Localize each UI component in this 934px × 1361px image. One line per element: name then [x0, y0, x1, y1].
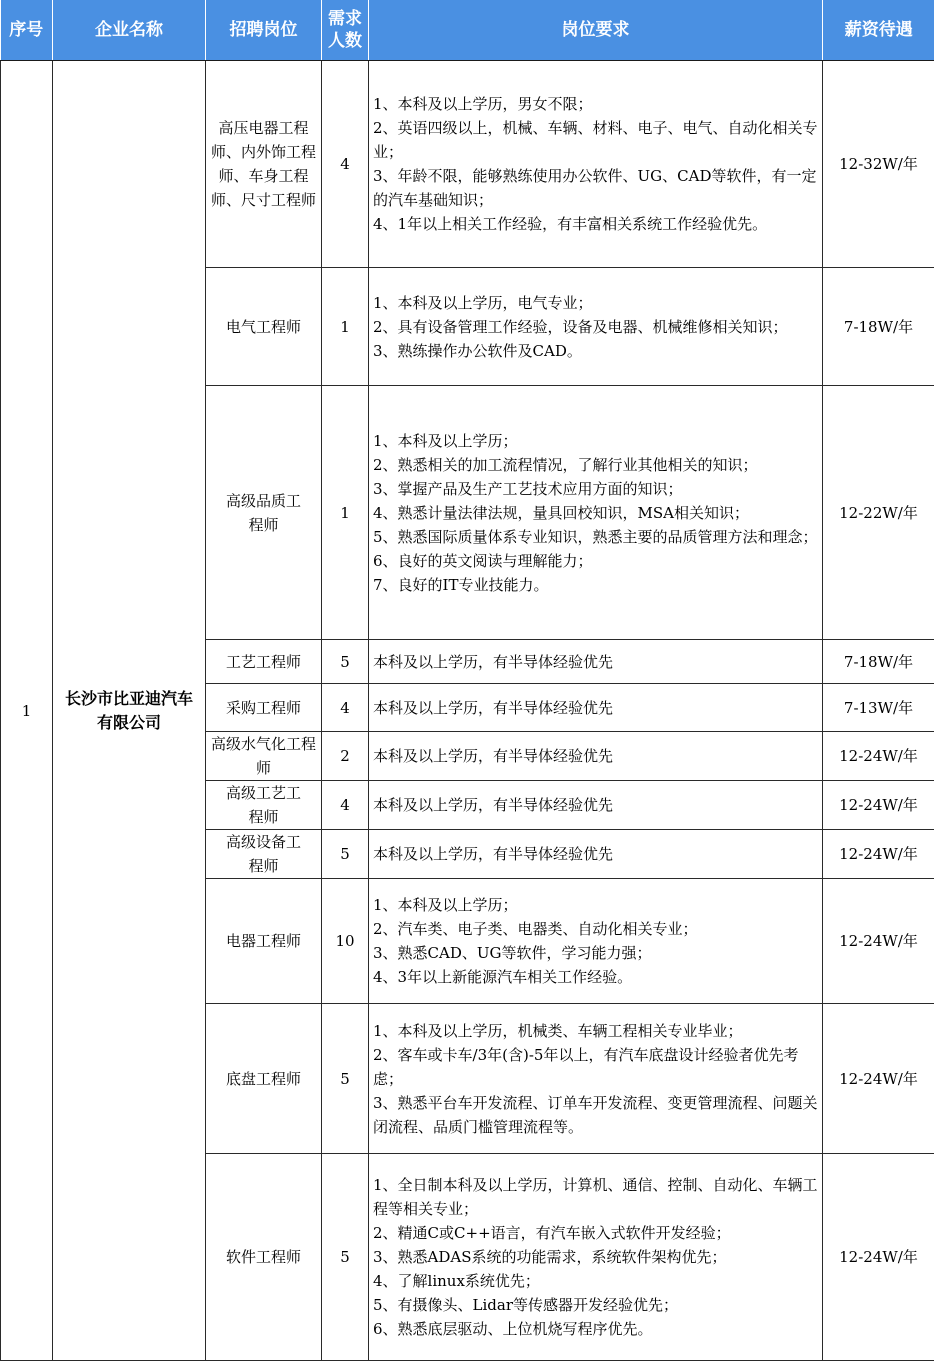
- salary: 12-24W/年: [823, 879, 934, 1004]
- salary: 12-22W/年: [823, 386, 934, 640]
- header-index: 序号: [1, 0, 53, 61]
- position-title: 工艺工程师: [206, 640, 322, 684]
- requirement-line: 6、良好的英文阅读与理解能力；: [373, 549, 819, 573]
- salary: 12-24W/年: [823, 1154, 934, 1361]
- requirement-line: 2、客车或卡车/3年(含)-5年以上，有汽车底盘设计经验者优先考虑；: [373, 1043, 819, 1091]
- header-count: 需求 人数: [322, 0, 369, 61]
- requirement-line: 7、良好的IT专业技能力。: [373, 573, 819, 597]
- requirement-line: 5、有摄像头、Lidar等传感器开发经验优先；: [373, 1293, 819, 1317]
- header-position: 招聘岗位: [206, 0, 322, 61]
- requirement-line: 3、熟练操作办公软件及CAD。: [373, 339, 819, 363]
- requirement-line: 3、掌握产品及生产工艺技术应用方面的知识；: [373, 477, 819, 501]
- position-title: 采购工程师: [206, 684, 322, 732]
- requirements-cell: [369, 1154, 823, 1361]
- requirement-line: 1、本科及以上学历，男女不限；: [373, 92, 819, 116]
- headcount: 5: [322, 830, 369, 879]
- requirements-cell: [369, 830, 823, 879]
- position-title: 电器工程师: [206, 879, 322, 1004]
- salary: 7-18W/年: [823, 268, 934, 386]
- headcount: 5: [322, 1154, 369, 1361]
- requirements-cell: [369, 1004, 823, 1154]
- position-title: 高级工艺工程师: [206, 781, 322, 830]
- requirement-line: 2、具有设备管理工作经验，设备及电器、机械维修相关知识；: [373, 315, 819, 339]
- requirement-line: 1、全日制本科及以上学历，计算机、通信、控制、自动化、车辆工程等相关专业；: [373, 1173, 819, 1221]
- requirement-line: 3、熟悉平台车开发流程、订单车开发流程、变更管理流程、问题关闭流程、品质门槛管理流程等。: [373, 1091, 819, 1139]
- requirement-line: 4、3年以上新能源汽车相关工作经验。: [373, 965, 819, 989]
- headcount: 2: [322, 732, 369, 781]
- salary: 12-24W/年: [823, 1004, 934, 1154]
- requirements-cell: [369, 268, 823, 386]
- position-title: 高级水气化工程师: [206, 732, 322, 781]
- headcount: 4: [322, 61, 369, 268]
- requirement-line: 2、熟悉相关的加工流程情况，了解行业其他相关的知识；: [373, 453, 819, 477]
- header-company: 企业名称: [53, 0, 206, 61]
- salary: 12-32W/年: [823, 61, 934, 268]
- requirement-line: 3、年龄不限，能够熟练使用办公软件、UG、CAD等软件，有一定的汽车基础知识；: [373, 164, 819, 212]
- headcount: 1: [322, 386, 369, 640]
- requirement-line: 6、熟悉底层驱动、上位机烧写程序优先。: [373, 1317, 819, 1341]
- headcount: 5: [322, 1004, 369, 1154]
- requirements-cell: [369, 640, 823, 684]
- headcount: 5: [322, 640, 369, 684]
- requirement-line: 1、本科及以上学历，机械类、车辆工程相关专业毕业；: [373, 1019, 819, 1043]
- salary: 12-24W/年: [823, 732, 934, 781]
- headcount: 4: [322, 684, 369, 732]
- header-row: [1, 0, 934, 61]
- requirement-line: 4、了解linux系统优先；: [373, 1269, 819, 1293]
- requirement-line: 本科及以上学历，有半导体经验优先: [373, 842, 819, 866]
- requirement-line: 本科及以上学历，有半导体经验优先: [373, 744, 819, 768]
- requirements-cell: [369, 732, 823, 781]
- headcount: 4: [322, 781, 369, 830]
- requirement-line: 4、熟悉计量法律法规，量具回校知识，MSA相关知识；: [373, 501, 819, 525]
- position-title: 电气工程师: [206, 268, 322, 386]
- requirement-line: 3、熟悉ADAS系统的功能需求，系统软件架构优先；: [373, 1245, 819, 1269]
- requirement-line: 2、英语四级以上，机械、车辆、材料、电子、电气、自动化相关专业；: [373, 116, 819, 164]
- row-index: 1: [1, 61, 53, 1361]
- salary: 12-24W/年: [823, 781, 934, 830]
- header-salary: 薪资待遇: [823, 0, 934, 61]
- requirements-cell: [369, 61, 823, 268]
- position-title: 软件工程师: [206, 1154, 322, 1361]
- salary: 7-18W/年: [823, 640, 934, 684]
- company-name: 长沙市比亚迪汽车有限公司: [53, 61, 206, 1361]
- headcount: 1: [322, 268, 369, 386]
- salary: 12-24W/年: [823, 830, 934, 879]
- table-row: [1, 61, 934, 268]
- requirement-line: 4、1年以上相关工作经验，有丰富相关系统工作经验优先。: [373, 212, 819, 236]
- requirement-line: 5、熟悉国际质量体系专业知识，熟悉主要的品质管理方法和理念；: [373, 525, 819, 549]
- position-title: 高级品质工程师: [206, 386, 322, 640]
- requirement-line: 本科及以上学历，有半导体经验优先: [373, 650, 819, 674]
- position-title: 高压电器工程师、内外饰工程师、车身工程师、尺寸工程师: [206, 61, 322, 268]
- requirements-cell: [369, 781, 823, 830]
- requirements-cell: [369, 879, 823, 1004]
- requirements-cell: [369, 386, 823, 640]
- requirement-line: 2、汽车类、电子类、电器类、自动化相关专业；: [373, 917, 819, 941]
- headcount: 10: [322, 879, 369, 1004]
- requirement-line: 2、精通C或C++语言，有汽车嵌入式软件开发经验；: [373, 1221, 819, 1245]
- header-requirements: 岗位要求: [369, 0, 823, 61]
- requirement-line: 1、本科及以上学历；: [373, 893, 819, 917]
- requirement-line: 1、本科及以上学历；: [373, 429, 819, 453]
- requirements-cell: [369, 684, 823, 732]
- salary: 7-13W/年: [823, 684, 934, 732]
- requirement-line: 1、本科及以上学历，电气专业；: [373, 291, 819, 315]
- position-title: 底盘工程师: [206, 1004, 322, 1154]
- requirement-line: 本科及以上学历，有半导体经验优先: [373, 793, 819, 817]
- requirement-line: 3、熟悉CAD、UG等软件，学习能力强；: [373, 941, 819, 965]
- requirement-line: 本科及以上学历，有半导体经验优先: [373, 696, 819, 720]
- position-title: 高级设备工程师: [206, 830, 322, 879]
